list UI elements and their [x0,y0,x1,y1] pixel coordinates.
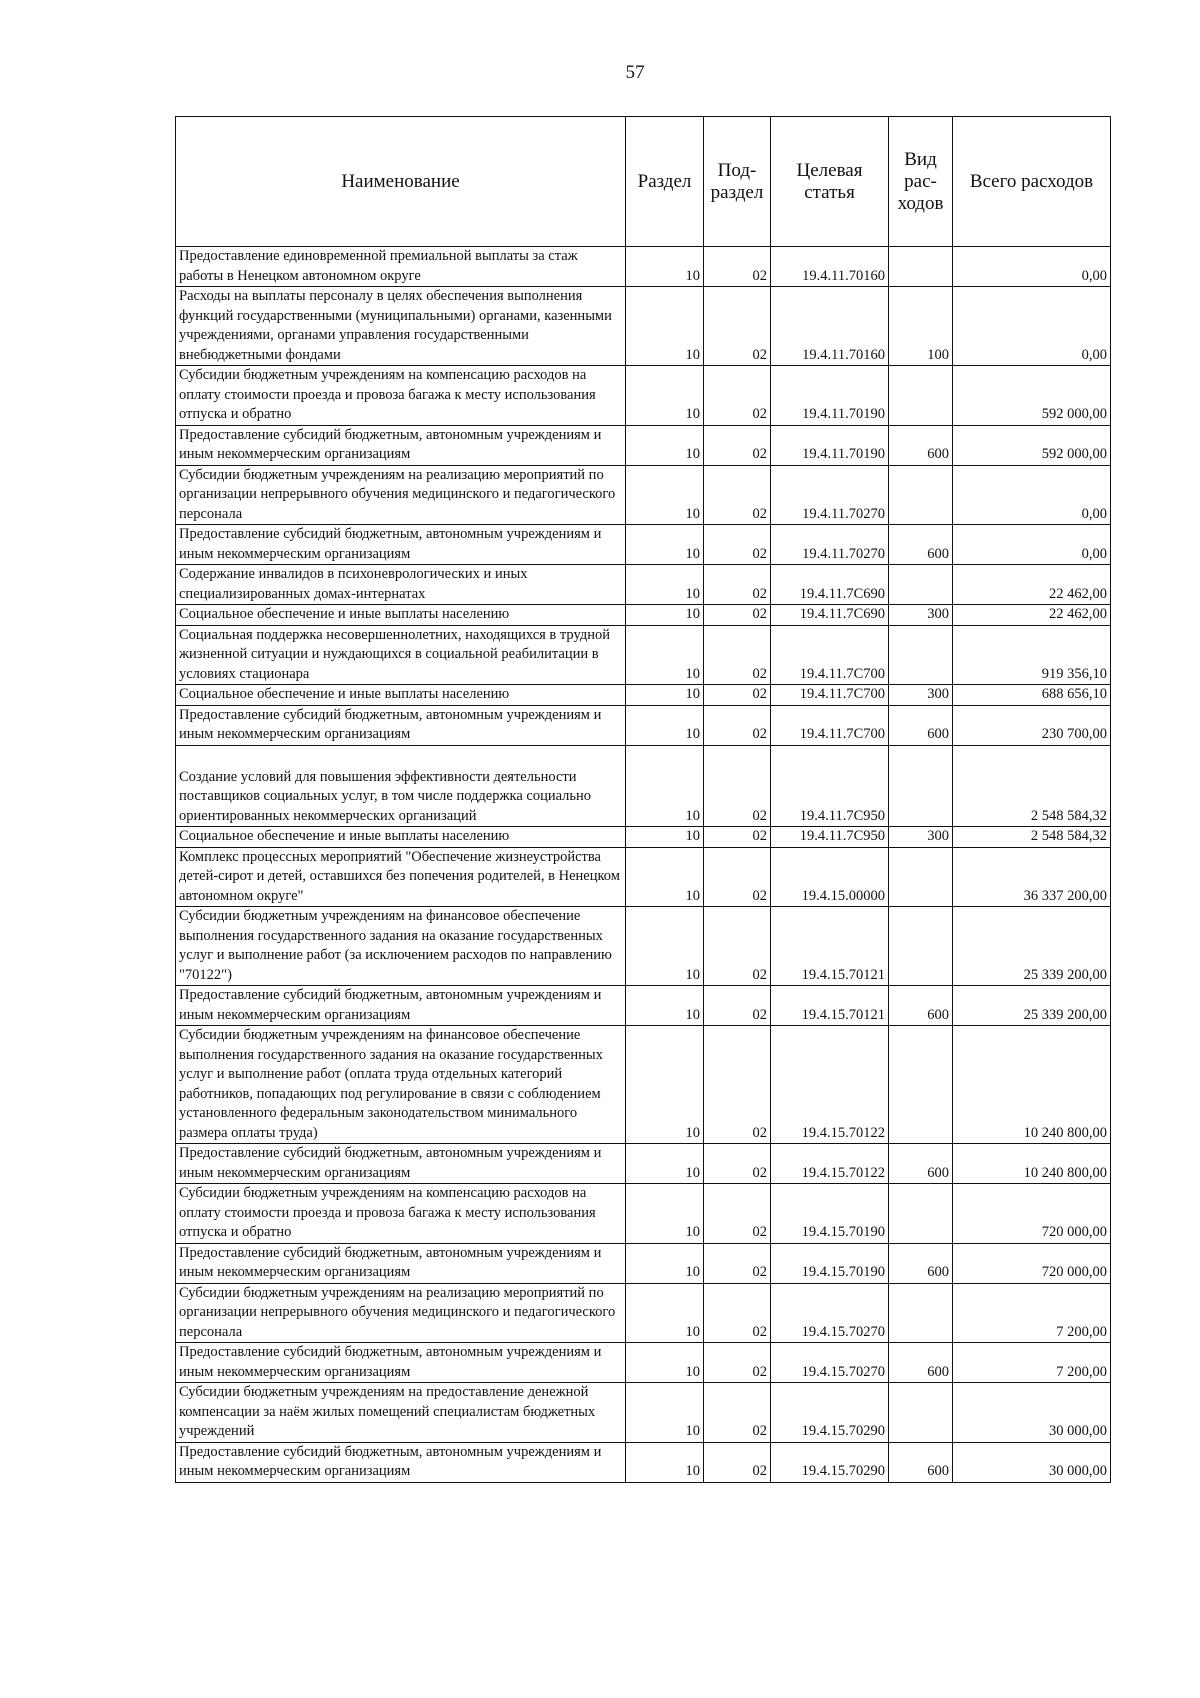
cell-name: Предоставление субсидий бюджетным, автономным учреждениям и иным некоммерческим организациям [176,1243,626,1283]
cell-celevaya-statya: 19.4.11.7С700 [771,625,889,685]
header-vid-rashodov: Вид рас- ходов [889,117,953,247]
cell-total: 30 000,00 [953,1383,1111,1443]
table-row [176,1283,1111,1343]
table-row [176,1343,1111,1383]
row-gap [179,746,622,768]
header-celevaya-statya: Целевая статья [771,117,889,247]
cell-podrazdel: 02 [704,986,771,1026]
cell-total: 2 548 584,32 [953,745,1111,827]
cell-name: Предоставление единовременной премиальной выплаты за стаж работы в Ненецком автономном округе [176,247,626,287]
cell-vid-rashodov [889,247,953,287]
cell-total: 10 240 800,00 [953,1144,1111,1184]
header-razdel: Раздел [626,117,704,247]
cell-vid-rashodov: 600 [889,986,953,1026]
header-podrazdel: Под- раздел [704,117,771,247]
cell-total: 25 339 200,00 [953,986,1111,1026]
cell-razdel: 10 [626,425,704,465]
cell-razdel: 10 [626,605,704,626]
cell-name: Социальное обеспечение и иные выплаты населению [176,605,626,626]
table-row [176,625,1111,685]
cell-total: 0,00 [953,247,1111,287]
cell-razdel: 10 [626,1442,704,1482]
header-name: Наименование [176,117,626,247]
cell-podrazdel: 02 [704,525,771,565]
cell-vid-rashodov: 300 [889,685,953,706]
cell-podrazdel: 02 [704,1343,771,1383]
cell-vid-rashodov [889,745,953,827]
table-row [176,685,1111,706]
table-row [176,1184,1111,1244]
cell-vid-rashodov: 600 [889,525,953,565]
cell-vid-rashodov [889,1383,953,1443]
cell-razdel: 10 [626,986,704,1026]
table-row [176,1026,1111,1144]
cell-podrazdel: 02 [704,1026,771,1144]
cell-podrazdel: 02 [704,827,771,848]
cell-name: Социальное обеспечение и иные выплаты населению [176,827,626,848]
cell-podrazdel: 02 [704,1442,771,1482]
cell-vid-rashodov: 600 [889,425,953,465]
cell-podrazdel: 02 [704,605,771,626]
cell-total: 919 356,10 [953,625,1111,685]
cell-podrazdel: 02 [704,685,771,706]
cell-podrazdel: 02 [704,1144,771,1184]
cell-razdel: 10 [626,907,704,986]
cell-celevaya-statya: 19.4.15.00000 [771,847,889,907]
cell-razdel: 10 [626,1026,704,1144]
cell-name: Предоставление субсидий бюджетным, автономным учреждениям и иным некоммерческим организациям [176,525,626,565]
cell-celevaya-statya: 19.4.11.70190 [771,366,889,426]
cell-name: Субсидии бюджетным учреждениям на компенсацию расходов на оплату стоимости проезда и провоза багажа к месту использования отпуска и обратно [176,366,626,426]
table-header-row [176,117,1111,247]
cell-name [176,745,626,827]
cell-name-text: Создание условий для повышения эффективности деятельности поставщиков социальных услуг, в том числе поддержка социально ориентированных некоммерческих организаций [179,768,592,824]
cell-razdel: 10 [626,685,704,706]
table-row [176,827,1111,848]
cell-total: 7 200,00 [953,1343,1111,1383]
cell-razdel: 10 [626,745,704,827]
cell-celevaya-statya: 19.4.11.70160 [771,287,889,366]
cell-name: Предоставление субсидий бюджетным, автономным учреждениям и иным некоммерческим организациям [176,1343,626,1383]
cell-name: Комплекс процессных мероприятий "Обеспечение жизнеустройства детей-сирот и детей, оставшихся без попечения родителей, в Ненецком автономном округе" [176,847,626,907]
cell-podrazdel: 02 [704,1184,771,1244]
cell-celevaya-statya: 19.4.15.70122 [771,1144,889,1184]
cell-total: 0,00 [953,465,1111,525]
cell-podrazdel: 02 [704,247,771,287]
cell-total: 688 656,10 [953,685,1111,706]
table-row [176,847,1111,907]
cell-name: Предоставление субсидий бюджетным, автономным учреждениям и иным некоммерческим организациям [176,705,626,745]
cell-vid-rashodov [889,625,953,685]
cell-podrazdel: 02 [704,1383,771,1443]
cell-celevaya-statya: 19.4.15.70121 [771,986,889,1026]
cell-name: Социальная поддержка несовершеннолетних, находящихся в трудной жизненной ситуации и нуждающихся в социальной реабилитации в условиях стационара [176,625,626,685]
cell-total: 2 548 584,32 [953,827,1111,848]
cell-razdel: 10 [626,705,704,745]
table-row [176,986,1111,1026]
header-total: Всего расходов [953,117,1111,247]
cell-celevaya-statya: 19.4.11.7С700 [771,705,889,745]
cell-podrazdel: 02 [704,847,771,907]
cell-vid-rashodov [889,847,953,907]
cell-vid-rashodov: 600 [889,1243,953,1283]
table-row [176,1144,1111,1184]
cell-vid-rashodov [889,366,953,426]
cell-razdel: 10 [626,847,704,907]
cell-podrazdel: 02 [704,287,771,366]
cell-name: Субсидии бюджетным учреждениям на компенсацию расходов на оплату стоимости проезда и провоза багажа к месту использования отпуска и обратно [176,1184,626,1244]
cell-razdel: 10 [626,525,704,565]
cell-total: 36 337 200,00 [953,847,1111,907]
cell-celevaya-statya: 19.4.11.7С700 [771,685,889,706]
cell-total: 592 000,00 [953,425,1111,465]
cell-celevaya-statya: 19.4.11.7С950 [771,745,889,827]
cell-name: Субсидии бюджетным учреждениям на реализацию мероприятий по организации непрерывного обучения медицинского и педагогического персонала [176,465,626,525]
cell-razdel: 10 [626,1343,704,1383]
cell-total: 592 000,00 [953,366,1111,426]
cell-vid-rashodov [889,465,953,525]
table-row [176,565,1111,605]
cell-vid-rashodov: 600 [889,1144,953,1184]
table-row [176,745,1111,827]
cell-total: 22 462,00 [953,565,1111,605]
cell-razdel: 10 [626,1383,704,1443]
cell-celevaya-statya: 19.4.15.70290 [771,1383,889,1443]
cell-celevaya-statya: 19.4.15.70270 [771,1283,889,1343]
table-row [176,287,1111,366]
page-number: 57 [625,62,645,83]
table-row [176,247,1111,287]
cell-podrazdel: 02 [704,625,771,685]
cell-name: Расходы на выплаты персоналу в целях обеспечения выполнения функций государственными (муниципальными) органами, казенными учреждениями, органами управления государственными внебюджетными фондами [176,287,626,366]
cell-celevaya-statya: 19.4.15.70190 [771,1243,889,1283]
cell-podrazdel: 02 [704,1283,771,1343]
cell-name: Предоставление субсидий бюджетным, автономным учреждениям и иным некоммерческим организациям [176,986,626,1026]
cell-podrazdel: 02 [704,1243,771,1283]
cell-razdel: 10 [626,247,704,287]
table-row [176,366,1111,426]
cell-razdel: 10 [626,1184,704,1244]
cell-razdel: 10 [626,1283,704,1343]
cell-vid-rashodov [889,1283,953,1343]
cell-razdel: 10 [626,465,704,525]
cell-name: Субсидии бюджетным учреждениям на реализацию мероприятий по организации непрерывного обучения медицинского и педагогического персонала [176,1283,626,1343]
cell-celevaya-statya: 19.4.15.70122 [771,1026,889,1144]
cell-celevaya-statya: 19.4.11.70270 [771,465,889,525]
cell-vid-rashodov [889,1184,953,1244]
cell-vid-rashodov [889,907,953,986]
cell-total: 0,00 [953,287,1111,366]
table-body [176,247,1111,1483]
cell-vid-rashodov [889,1026,953,1144]
cell-name: Субсидии бюджетным учреждениям на финансовое обеспечение выполнения государственного задания на оказание государственных услуг и выполнение работ (за исключением расходов по направлению "70122") [176,907,626,986]
cell-celevaya-statya: 19.4.11.7С690 [771,565,889,605]
cell-celevaya-statya: 19.4.11.70270 [771,525,889,565]
cell-name: Социальное обеспечение и иные выплаты населению [176,685,626,706]
cell-podrazdel: 02 [704,425,771,465]
table-row [176,907,1111,986]
table-row [176,525,1111,565]
table-row [176,1243,1111,1283]
cell-razdel: 10 [626,1243,704,1283]
cell-podrazdel: 02 [704,745,771,827]
cell-vid-rashodov [889,565,953,605]
budget-table [175,116,1111,1483]
cell-vid-rashodov: 300 [889,605,953,626]
cell-total: 22 462,00 [953,605,1111,626]
cell-podrazdel: 02 [704,366,771,426]
cell-celevaya-statya: 19.4.15.70121 [771,907,889,986]
table-row [176,425,1111,465]
cell-razdel: 10 [626,366,704,426]
cell-razdel: 10 [626,827,704,848]
cell-razdel: 10 [626,1144,704,1184]
cell-celevaya-statya: 19.4.15.70270 [771,1343,889,1383]
table-row [176,605,1111,626]
cell-total: 25 339 200,00 [953,907,1111,986]
cell-vid-rashodov: 600 [889,1343,953,1383]
cell-name: Предоставление субсидий бюджетным, автономным учреждениям и иным некоммерческим организациям [176,425,626,465]
cell-name: Субсидии бюджетным учреждениям на финансовое обеспечение выполнения государственного задания на оказание государственных услуг и выполнение работ (оплата труда отдельных категорий работников, попадающих под регулирование в связи с соблюдением установленного федеральным законодательством минимального размера оплаты труда) [176,1026,626,1144]
cell-celevaya-statya: 19.4.11.7С950 [771,827,889,848]
cell-total: 30 000,00 [953,1442,1111,1482]
table-row [176,1442,1111,1482]
cell-vid-rashodov: 100 [889,287,953,366]
cell-vid-rashodov: 300 [889,827,953,848]
cell-name: Предоставление субсидий бюджетным, автономным учреждениям и иным некоммерческим организациям [176,1144,626,1184]
cell-name: Содержание инвалидов в психоневрологических и иных специализированных домах-интернатах [176,565,626,605]
cell-total: 0,00 [953,525,1111,565]
cell-total: 720 000,00 [953,1243,1111,1283]
cell-celevaya-statya: 19.4.11.70190 [771,425,889,465]
cell-celevaya-statya: 19.4.15.70190 [771,1184,889,1244]
cell-podrazdel: 02 [704,907,771,986]
cell-podrazdel: 02 [704,705,771,745]
cell-total: 7 200,00 [953,1283,1111,1343]
cell-celevaya-statya: 19.4.15.70290 [771,1442,889,1482]
cell-razdel: 10 [626,565,704,605]
cell-celevaya-statya: 19.4.11.7С690 [771,605,889,626]
cell-total: 230 700,00 [953,705,1111,745]
cell-razdel: 10 [626,625,704,685]
table-row [176,1383,1111,1443]
cell-total: 720 000,00 [953,1184,1111,1244]
cell-vid-rashodov: 600 [889,705,953,745]
cell-total: 10 240 800,00 [953,1026,1111,1144]
cell-celevaya-statya: 19.4.11.70160 [771,247,889,287]
table-row [176,705,1111,745]
cell-name: Субсидии бюджетным учреждениям на предоставление денежной компенсации за наём жилых помещений специалистам бюджетных учреждений [176,1383,626,1443]
cell-name: Предоставление субсидий бюджетным, автономным учреждениям и иным некоммерческим организациям [176,1442,626,1482]
table-row [176,465,1111,525]
cell-razdel: 10 [626,287,704,366]
cell-podrazdel: 02 [704,465,771,525]
cell-vid-rashodov: 600 [889,1442,953,1482]
cell-podrazdel: 02 [704,565,771,605]
